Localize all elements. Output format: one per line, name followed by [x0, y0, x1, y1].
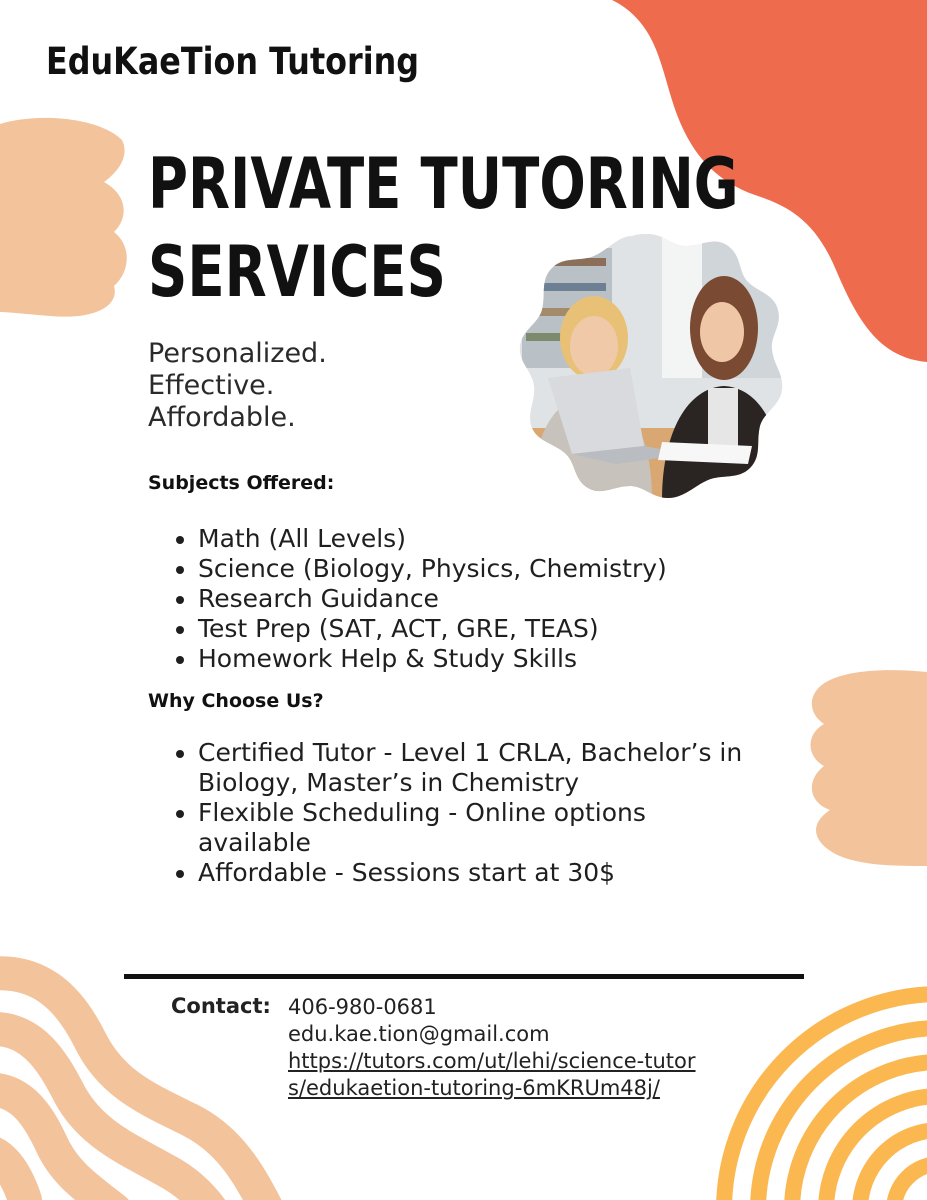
- title-line-2: SERVICES: [148, 231, 446, 313]
- list-item: • Affordable - Sessions start at 30$: [198, 858, 758, 888]
- why-heading: Why Choose Us?: [148, 690, 324, 712]
- tagline-line-2: Effective.: [148, 370, 275, 401]
- list-item: • Research Guidance: [198, 584, 798, 614]
- list-item: • Homework Help & Study Skills: [198, 644, 798, 674]
- contact-details: [288, 994, 708, 1102]
- list-item: • Test Prep (SAT, ACT, GRE, TEAS): [198, 614, 798, 644]
- tagline: [148, 338, 327, 434]
- list-item: • Certified Tutor - Level 1 CRLA, Bachelor’s in Biology, Master’s in Chemistry: [198, 738, 758, 798]
- divider: [124, 974, 804, 979]
- subjects-list: [148, 524, 798, 674]
- list-item: • Math (All Levels): [198, 524, 798, 554]
- peach-left-blob: [0, 118, 127, 317]
- tagline-line-1: Personalized.: [148, 338, 327, 369]
- list-item: • Flexible Scheduling - Online options available: [198, 798, 758, 858]
- subjects-heading: Subjects Offered:: [148, 472, 335, 494]
- contact-email[interactable]: edu.kae.tion@gmail.com: [288, 1022, 550, 1046]
- peach-right-blob: [811, 670, 927, 866]
- brand-name: EduKaeTion Tutoring: [46, 40, 420, 83]
- title-line-1: PRIVATE TUTORING: [148, 143, 739, 225]
- contact-url-link[interactable]: https://tutors.com/ut/lehi/science-tutors/edukaetion-tutoring-6mKRUm48j/: [288, 1049, 696, 1100]
- yellow-arcs: [724, 994, 927, 1200]
- contact-label: Contact:: [171, 994, 271, 1018]
- page-title: [148, 140, 739, 316]
- why-list: [148, 738, 758, 888]
- list-item: • Science (Biology, Physics, Chemistry): [198, 554, 798, 584]
- contact-phone[interactable]: 406-980-0681: [288, 995, 437, 1019]
- tagline-line-3: Affordable.: [148, 402, 296, 433]
